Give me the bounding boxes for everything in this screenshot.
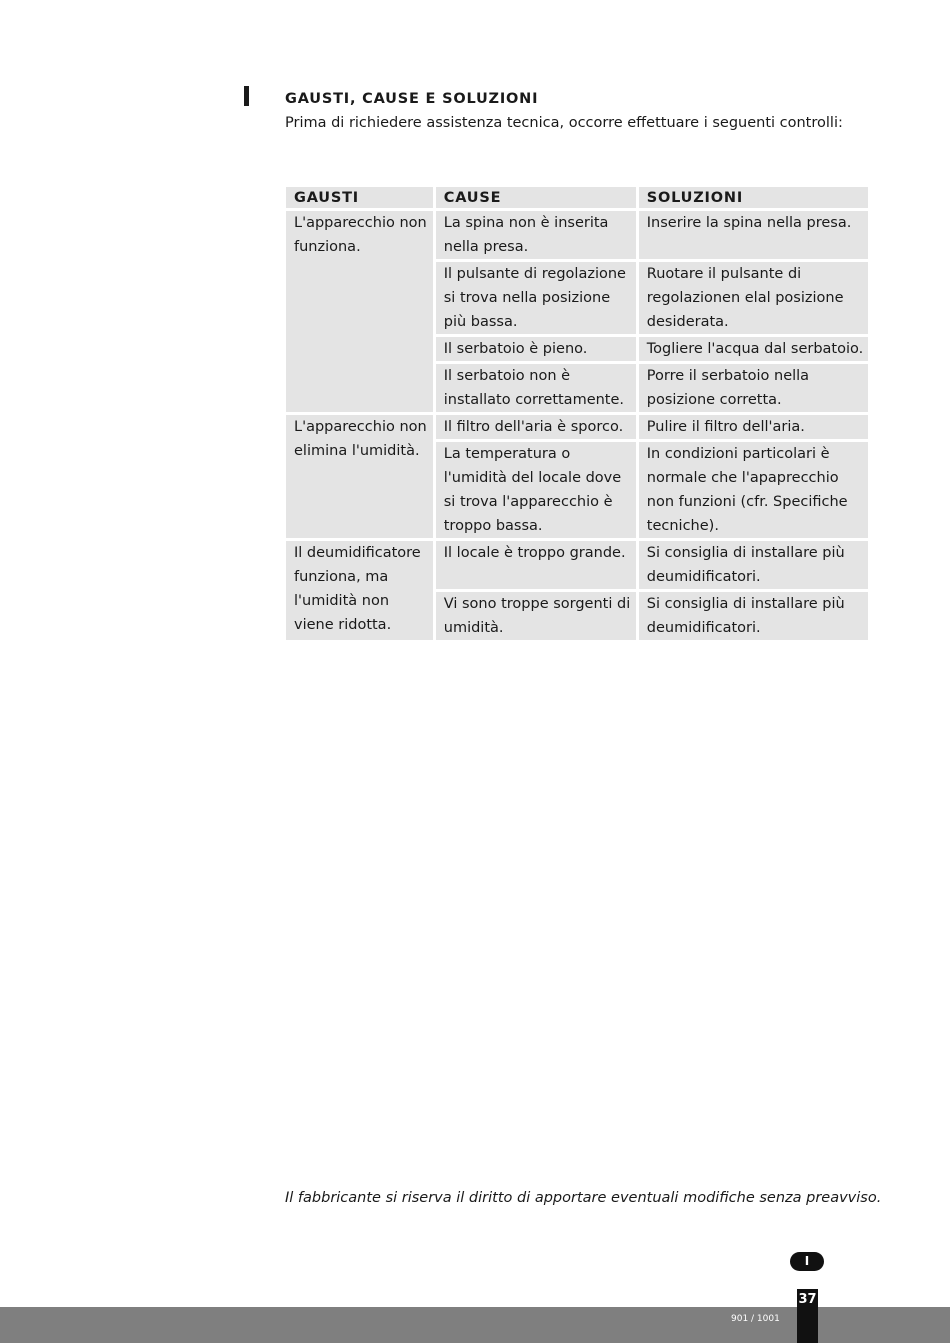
- solution-cell: In condizioni particolari è normale che l'apaprecchio non funzioni (cfr. Specifiche tecniche).: [639, 442, 868, 538]
- cause-cell: La temperatura o l'umidità del locale dove si trova l'apparecchio è troppo bassa.: [436, 442, 636, 538]
- intro-text: Prima di richiedere assistenza tecnica, occorre effettuare i seguenti controlli:: [285, 115, 843, 131]
- fault-cell: L'apparecchio non elimina l'umidità.: [286, 415, 433, 538]
- solution-cell: Ruotare il pulsante di regolazionen elal posizione desiderata.: [639, 262, 868, 334]
- table-header-row: [286, 187, 868, 208]
- troubleshooting-table: [283, 184, 871, 643]
- cause-cell: Il serbatoio è pieno.: [436, 337, 636, 361]
- disclaimer-text: Il fabbricante si riserva il diritto di apportare eventuali modifiche senza preavviso.: [285, 1190, 882, 1206]
- table-row: [286, 541, 868, 589]
- solution-cell: Inserire la spina nella presa.: [639, 211, 868, 259]
- table-row: [286, 415, 868, 439]
- cause-cell: Il pulsante di regolazione si trova nella posizione più bassa.: [436, 262, 636, 334]
- language-badge: I: [790, 1252, 824, 1271]
- cause-cell: Il serbatoio non è installato correttamente.: [436, 364, 636, 412]
- header-solutions: SOLUZIONI: [639, 187, 868, 208]
- cause-cell: Il locale è troppo grande.: [436, 541, 636, 589]
- table-body: [286, 211, 868, 640]
- section-marker: [244, 86, 249, 106]
- header-causes: CAUSE: [436, 187, 636, 208]
- fault-cell: Il deumidificatore funziona, ma l'umidità non viene ridotta.: [286, 541, 433, 640]
- cause-cell: La spina non è inserita nella presa.: [436, 211, 636, 259]
- cause-cell: Il filtro dell'aria è sporco.: [436, 415, 636, 439]
- fault-cell: L'apparecchio non funziona.: [286, 211, 433, 412]
- solution-cell: Togliere l'acqua dal serbatoio.: [639, 337, 868, 361]
- solution-cell: Si consiglia di installare più deumidificatori.: [639, 541, 868, 589]
- solution-cell: Pulire il filtro dell'aria.: [639, 415, 868, 439]
- solution-cell: Si consiglia di installare più deumidificatori.: [639, 592, 868, 640]
- header-faults: GAUSTI: [286, 187, 433, 208]
- page-heading: GAUSTI, CAUSE E SOLUZIONI: [285, 91, 539, 107]
- page-number: 37: [798, 1292, 817, 1307]
- document-code: 901 / 1001: [731, 1314, 780, 1324]
- cause-cell: Vi sono troppe sorgenti di umidità.: [436, 592, 636, 640]
- page-number-tab: [797, 1289, 818, 1343]
- solution-cell: Porre il serbatoio nella posizione corretta.: [639, 364, 868, 412]
- table-row: [286, 211, 868, 259]
